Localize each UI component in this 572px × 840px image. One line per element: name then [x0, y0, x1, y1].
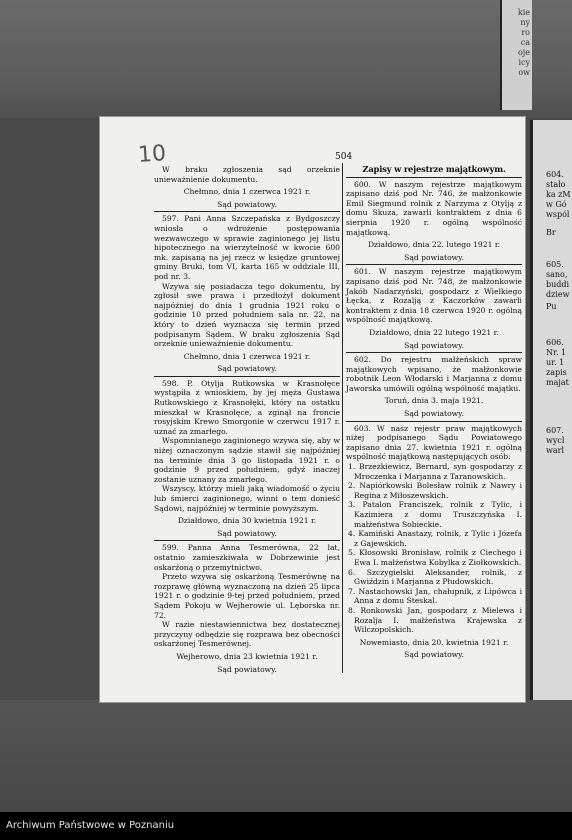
page-number: 504	[335, 152, 353, 162]
strip-fragment: wspól	[546, 210, 570, 219]
strip-fragment: 605.	[546, 260, 564, 269]
list-item: 3. Patalon Franciszek, rolnik z Tylic, i Kazimiera z domu Truszczyńska I. małżeństwa Sobieckie.	[348, 500, 522, 529]
notice-600-place: Działdowo, dnia 22. lutego 1921 r.	[367, 240, 501, 250]
clip-line: icy	[518, 58, 530, 67]
strip-fragment: majat	[546, 378, 569, 387]
notice-601-place: Działdowo, dnia 22 lutego 1921 r.	[369, 327, 499, 337]
scan-background-top	[0, 0, 572, 118]
strip-fragment: dziew	[546, 290, 570, 299]
strip-fragment: Br	[546, 228, 556, 237]
archive-footer	[0, 812, 572, 840]
clip-line: ro	[521, 28, 530, 37]
strip-fragment: Pu	[546, 302, 557, 311]
clip-line: ny	[520, 18, 530, 27]
strip-fragment: warl	[546, 446, 564, 455]
list-item: 2. Napiórkowski Bolesław rolnik z Nawry i Regina z Miłoszewskich.	[348, 481, 522, 500]
notice-602-signature: Sąd powiatowy.	[404, 409, 464, 419]
scan-background-bottom	[0, 700, 572, 812]
divider	[346, 352, 522, 353]
list-item: 4. Kamiński Anastazy, rolnik, z Tylic i Józefa z Gajewskich.	[348, 529, 522, 548]
list-item: 1. Brzezkiewicz, Bernard, syn gospodarzy z Mroczenka i Marjanna z Taranowskich.	[348, 462, 522, 481]
notice-600-signature: Sąd powiatowy.	[404, 252, 464, 262]
strip-fragment: wycl	[546, 436, 565, 445]
notice-597-cont: Wzywa się posiadacza tego dokumentu, by zgłosił swe prawa i przedłożył dokument najpóźniej do dnia 1 grudnia 1921 roku o godzinie 10 przed południem sala nr. 22, na który to dzień wyznacza się termin przed podpisanym Sądem. W braku zgłoszenia Sąd orzeknie unieważnienie dokumentu.	[154, 281, 340, 349]
divider	[346, 421, 522, 422]
strip-fragment: stało	[546, 180, 566, 189]
notice-599-cont: Przeto wzywa się oskarżoną Tesmerównę na rozprawę główną wyznaczoną na dzień 25 lipca 1921 r. o godzinie 9-tej przed południem, przed Sądem Pokoju w Wejherowie ul. Lęborska nr. 72.	[154, 572, 340, 620]
strip-fragment: zapis	[546, 368, 567, 377]
clip-line: kie	[517, 8, 530, 17]
column-divider	[342, 163, 343, 673]
notice-602-place: Toruń, dnia 3. maja 1921.	[384, 396, 484, 406]
notice-597-signature: Sąd powiatowy.	[217, 364, 277, 374]
list-item: 8. Ronkowski Jan, gospodarz z Mielewa i Rozalja I. małżeństwa Krajewska z Wilczopolskich.	[348, 605, 522, 635]
divider	[346, 264, 522, 265]
strip-fragment: 604.	[546, 170, 564, 179]
notice-603: 603. W nasz rejestr praw majątkowych niżej podpisanego Sądu Powiatowego zapisano dnia 27. kwietnia 1921 r. ogólną wspólność majątkową następujących osób:	[346, 423, 522, 462]
divider	[154, 211, 340, 212]
notice-598-place: Działdowo, dnia 30 kwietnia 1921 r.	[177, 516, 317, 526]
list-item: 7. Nastachowski Jan, chałupnik, z Lipówca i Anna z domu Steskal.	[348, 586, 522, 606]
notice-598: 598. P. Otylja Rutkowska w Krasnołęce wystąpiła z wnioskiem, by jej męża Gustawa Rutkowskiego z Krasnołęki, który na ostatku mieszkał w Krasnołęce, a zginął na froncie rosyjskim Krewo Smorgonie w czerwcu 1917 r. uznać za zmarłego.	[154, 378, 340, 436]
notice-602: 602. Do rejestru małżeńskich spraw majątkowych wpisano, że małżonkowie robotnik Leon Włodarski i Marjanna z domu Jaworska umówili ogólną wspólność majątku.	[346, 355, 522, 393]
notice-599-signature: Sąd powiatowy.	[217, 664, 277, 674]
archive-name: Archiwum Państwowe w Poznaniu	[6, 820, 175, 831]
clip-line: ca	[520, 38, 530, 47]
strip-fragment: ka zM	[546, 190, 571, 199]
divider	[154, 540, 340, 541]
divider	[154, 376, 340, 377]
strip-fragment: 607.	[546, 426, 564, 435]
notice-597: 597. Pani Anna Szczepańska z Bydgoszczy wniosła o wdrożenie postępowania wezwawczego w sprawie zaginionego jej listu hipotecznego na wierzytelność w kwocie 600 mk. zapisaną na jej rzecz w księdze gruntowej gminy Bruki, tom VI, karta 165 w oddziale III, pod nr. 3.	[154, 214, 340, 281]
notice-598-signature: Sąd powiatowy.	[217, 528, 277, 538]
strip-fragment: ur. 1	[546, 358, 565, 367]
clip-line: oje	[517, 48, 530, 57]
notice-599-cont2: W razie niestawiennictwa bez dostatecznej przyczyny odbędzie się rozprawa bez obecności oskarżonej Tesmerównej.	[154, 620, 340, 649]
notice-603-signature: Sąd powiatowy.	[404, 650, 464, 660]
strip-fragment: 606.	[546, 338, 564, 347]
list-item: 5. Kłosowski Bronisław, rolnik z Ciechego i Ewa I. małżeństwa Kobylka z Ziołkowskich.	[348, 548, 522, 567]
notice-598-cont: Wspomnianego zaginionego wzywa się, aby w niżej oznaczonym sądzie stawił się najpóźniej na terminie dnia 3 go listopada 1921 r. o godzinie 9 przed południem, gdyż inaczej zostanie uznany za zmarłego.	[154, 436, 340, 484]
notice-600: 600. W naszym rejestrze majątkowym zapisano dziś pod Nr. 746, że małżonkowie Emil Siegmund rolnik z Narzyma z Otylją z domu Skuza, zawarli kontraktem z dnia 6 sierpnia 1920 r. ogólną wspólność majątkową.	[346, 179, 522, 237]
section-heading: Zapisy w rejestrze majątkowym.	[362, 164, 506, 174]
persons-list	[346, 462, 522, 635]
strip-fragment: sano,	[546, 270, 568, 279]
notice-597-place: Chełmno, dnia 1 czerwca 1921 r.	[183, 351, 311, 361]
clip-line: ow	[518, 68, 530, 77]
list-item: 6. Szczygielski Aleksander, rolnik, z Gwiździn i Marjanna z Płudowskich.	[348, 567, 522, 587]
notice-599: 599. Panna Anna Tesmerówna, 22 lat, ostatnio zamieszkiwała w Dobrzewinie jest oskarżoną o przemytnictwo.	[154, 543, 340, 572]
notice-598-cont2: Wszyscy, którzy mieli jaką wiadomość o życiu lub śmierci zaginionego, winni o tem donieść Sądowi, najpóźniej w terminie powyższym.	[154, 484, 340, 513]
strip-fragment: buddi	[546, 280, 570, 289]
notice-signature: Sąd powiatowy.	[217, 199, 277, 209]
notice-text: W braku zgłoszenia sąd orzeknie unieważnienie dokumentu.	[154, 165, 340, 184]
notice-601-signature: Sąd powiatowy.	[404, 340, 464, 350]
notice-601: 601. W naszym rejestrze majątkowym zapisano dziś pod Nr. 748, że małżonkowie Jakób Nadarzyński, gospodarz z Wielkiego Łęcka, z Rozalją z Kaczorków zawarli kontraktem z dnia 18 czerwca 1920 r. ogólną wspólność majątkową.	[346, 267, 522, 325]
notice-place-date: Chełmno, dnia 1 czerwca 1921 r.	[183, 187, 311, 197]
strip-fragment: w Gó	[546, 200, 567, 209]
adjacent-page-text	[500, 8, 530, 78]
notice-603-place: Nowemiasto, dnia 20. kwietnia 1921 r.	[359, 637, 509, 647]
notice-599-place: Wejherowo, dnia 23 kwietnia 1921 r.	[176, 651, 318, 661]
strip-fragment: Nr. 1	[546, 348, 567, 357]
right-column	[346, 165, 522, 660]
divider	[346, 177, 522, 178]
left-column	[154, 165, 340, 674]
handwritten-number: 10	[137, 141, 167, 168]
